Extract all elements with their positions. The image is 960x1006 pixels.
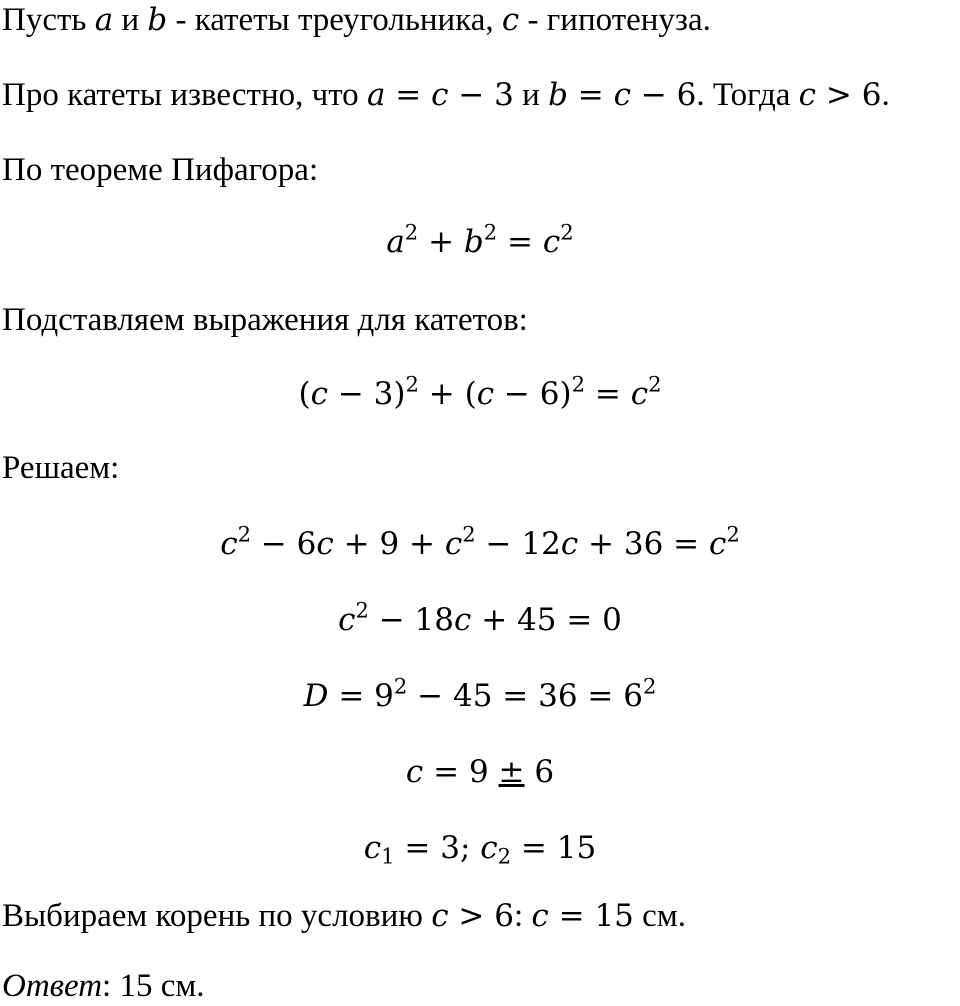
text: . Тогда: [696, 77, 799, 113]
inline-math-a: [367, 77, 514, 113]
text: Пусть: [2, 2, 95, 38]
math-var-c: c: [338, 602, 356, 638]
math-var-b: b: [463, 224, 484, 260]
equation-simplified: [0, 598, 960, 642]
math-var-c: c: [316, 526, 334, 562]
math-var-c: c: [444, 526, 463, 562]
math-op: =: [385, 77, 432, 113]
superscript: 2: [726, 521, 740, 547]
math-op: = 3;: [394, 830, 481, 866]
superscript: 2: [355, 597, 369, 623]
inline-math-c-eq-15: [531, 898, 634, 934]
superscript: 2: [393, 673, 408, 699]
text-line-choose-root: [2, 896, 686, 936]
inline-math-c-gt-6: [799, 77, 882, 113]
math-var-c: c: [560, 526, 579, 562]
inline-math-c-gt-6: [431, 898, 514, 934]
superscript: 2: [237, 521, 251, 547]
math-op: 6: [524, 754, 555, 790]
math-op: + (: [418, 376, 477, 412]
math-var-b: b: [548, 77, 568, 113]
math-var-c: c: [531, 898, 549, 934]
equation-roots-formula: [0, 750, 960, 794]
math-var-c: c: [630, 376, 649, 412]
math-op: > 6: [448, 898, 514, 934]
text: и: [513, 77, 549, 113]
math-var-a: a: [94, 2, 114, 38]
answer-label: Ответ: [2, 968, 103, 1004]
math-var-c: c: [363, 830, 382, 866]
math-op: − 6): [494, 376, 572, 412]
math-op: − 6: [630, 77, 697, 113]
text-line-solve: Решаем:: [2, 450, 120, 486]
math-var-c: c: [709, 526, 727, 562]
math-op: − 18: [368, 602, 454, 638]
math-op: = 15: [511, 830, 597, 866]
text-line-legs-hypotenuse: [2, 0, 711, 40]
math-op: + 9 +: [333, 526, 445, 562]
math-var-c: c: [310, 376, 328, 412]
equation-expanded: [0, 522, 960, 566]
subscript: 2: [497, 843, 512, 869]
math-var-c: c: [431, 77, 449, 113]
text-line-substitute: Подставляем выражения для катетов:: [2, 302, 528, 338]
text: - катеты треугольника,: [167, 2, 502, 38]
answer-line: [2, 966, 204, 1006]
math-op: − 6: [251, 526, 317, 562]
math-var-c: c: [220, 526, 238, 562]
superscript: 2: [648, 371, 662, 397]
math-op: =: [497, 224, 543, 260]
math-var-c: c: [501, 2, 520, 38]
math-var-a: a: [386, 224, 405, 260]
math-var-c: c: [613, 77, 631, 113]
subscript: 1: [381, 843, 395, 869]
text-line-legs-conditions: [2, 75, 890, 115]
answer-value: : 15 см.: [102, 968, 205, 1004]
math-var-c: c: [798, 77, 817, 113]
math-var-b: b: [147, 2, 168, 38]
superscript: 2: [405, 371, 419, 397]
superscript: 2: [462, 521, 476, 547]
equation-discriminant: [0, 674, 960, 718]
text: см.: [633, 898, 686, 934]
math-var-c: c: [480, 830, 498, 866]
math-var-c: c: [405, 754, 424, 790]
superscript: 2: [642, 673, 657, 699]
math-op: + 45 = 0: [471, 602, 622, 638]
math-op: (: [298, 376, 311, 412]
equation-roots: [0, 826, 960, 870]
superscript: 2: [483, 219, 498, 245]
math-op: =: [585, 376, 631, 412]
math-op: +: [418, 224, 464, 260]
math-op: =: [567, 77, 614, 113]
math-op: = 9: [423, 754, 499, 790]
math-var-c: c: [542, 224, 561, 260]
equation-pythagoras: [0, 220, 960, 264]
inline-math-b: [548, 77, 696, 113]
text: Выбираем корень по условию: [2, 898, 432, 934]
superscript: 2: [404, 219, 419, 245]
text: - гипотенуза.: [519, 2, 711, 38]
text: Про катеты известно, что: [2, 77, 367, 113]
math-op: − 45 = 36 = 6: [407, 678, 643, 714]
plus-minus-sign: ±: [498, 754, 525, 790]
math-var-c: c: [431, 898, 449, 934]
math-op: > 6: [816, 77, 882, 113]
text: .: [881, 77, 890, 113]
math-var-c: c: [476, 376, 495, 412]
text: и: [113, 2, 148, 38]
math-var-c: c: [454, 602, 472, 638]
math-op: = 15: [548, 898, 634, 934]
math-op: − 3): [328, 376, 406, 412]
math-op: = 9: [328, 678, 394, 714]
math-op: + 36 =: [578, 526, 709, 562]
equation-substituted: [0, 372, 960, 416]
superscript: 2: [571, 371, 585, 397]
math-var-a: a: [366, 77, 386, 113]
math-var-d: D: [303, 678, 329, 714]
math-op: − 3: [448, 77, 514, 113]
text-line-pythagoras: По теореме Пифагора:: [2, 152, 319, 188]
math-op: − 12: [475, 526, 561, 562]
superscript: 2: [560, 219, 574, 245]
text: :: [513, 898, 532, 934]
